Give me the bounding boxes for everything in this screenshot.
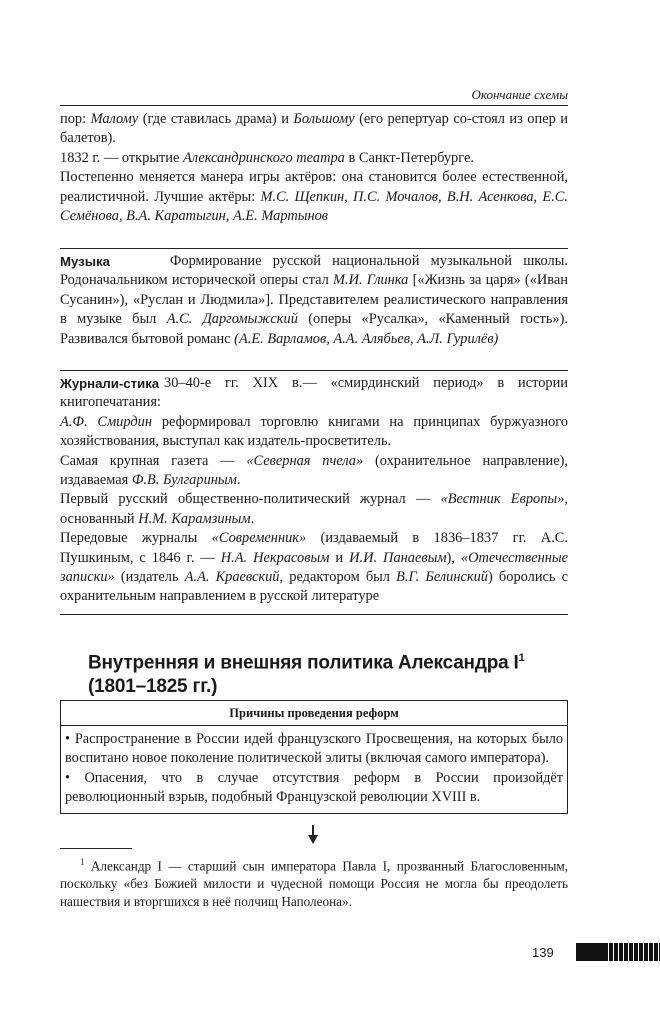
journalism-paragraph-3: Самая крупная газета — «Северная пчела» (охранительное направление), издаваемая Ф.В. Булгариным. [60, 452, 568, 489]
journalism-paragraph-2: А.Ф. Смирдин реформировал торговлю книгами на принципах буржуазного хозяйствования, выступал как издатель-просветитель. [60, 413, 568, 450]
reforms-box-body [61, 726, 567, 813]
reforms-item-1: • Распространение в России идей французского Просвещения, на которых было воспитано новое поколение политической элиты (включая самого императора). [65, 731, 563, 767]
journalism-paragraph-1: 30–40-е гг. XIX в.— «смирдинский период» в истории книгопечатания: [60, 375, 568, 411]
journalism-heading: Журнали-стика [60, 376, 160, 391]
theatre-paragraph-2: 1832 г. — открытие Александринского театра в Санкт-Петербурге. [60, 149, 474, 166]
music-heading: Музыка [60, 254, 110, 269]
continuation-label: Окончание схемы [471, 87, 568, 102]
music-rule [60, 248, 568, 249]
footnote-ref: 1 [518, 652, 525, 664]
music-block [60, 252, 568, 349]
page-number: 139 [532, 945, 554, 960]
music-text: Формирование русской национальной музыкальной школы. Родоначальником исторической оперы стал М.И. Глинка [«Жизнь за царя» («Иван Сусанин»), «Руслан и Людмила»]. Представителем реалистического направления в музыке был А.С. Даргомыжский (оперы «Русалка», «Каменный гость»). Развивался бытовой романс (А.Е. Варламов, А.А. Алябьев, А.Л. Гурилёв) [60, 253, 568, 347]
section-title-line-2: (1801–1825 гг.) [88, 676, 218, 698]
journalism-paragraph-4: Первый русский общественно-политический журнал — «Вестник Европы», основанный Н.М. Карамзиным. [60, 491, 568, 527]
reforms-box-heading: Причины проведения реформ [61, 701, 567, 726]
journalism-block [60, 374, 568, 607]
section-end-rule [60, 614, 568, 615]
journalism-paragraph-5: Передовые журналы «Современник» (издаваемый в 1836–1837 гг. А.С. Пушкиным, с 1846 г. — Н.А. Некрасовым и И.И. Панаевым), «Отечественные записки» (издатель А.А. Краевский, редактором был В.Г. Белинский) боролись с охранительным направлением в русской литературе [60, 530, 569, 605]
section-title [88, 646, 525, 699]
top-rule [60, 105, 568, 106]
section-title-line-1: Внутренняя и внешняя политика Александра $I^1$ [88, 652, 525, 674]
down-arrow-icon [308, 835, 318, 844]
footnote-rule [60, 848, 132, 849]
theatre-block [60, 110, 568, 226]
reforms-box [60, 700, 568, 814]
theatre-paragraph-3: Постепенно меняется манера игры актёров: она становится более естественной, реалистичной. Лучшие актёры: М.С. Щепкин, П.С. Мочалов, В.Н. Асенкова, Е.С. Семёнова, В.А. Каратыгин, А.Е. Мартынов [60, 169, 568, 225]
theatre-paragraph-1: пор: Малому (где ставилась драма) и Большому (его репертуар со-стоял из опер и балетов). [60, 111, 568, 147]
page-edge-bar-solid [576, 943, 606, 961]
reforms-item-2: • Опасения, что в случае отсутствия реформ в России произойдёт революционный взрыв, подобный Французской революции XVIII в. [65, 769, 563, 805]
journalism-rule [60, 370, 568, 371]
footnote: $^1$ Александр I — старший сын императора Павла I, прозванный Благословенным, поскольку «без Божией милости и чудесной помощи Россия не могла бы преодолеть нашествия и вторгшихся в неё полчищ Наполеона». [60, 857, 568, 910]
footnote-mark: 1 [80, 857, 85, 867]
